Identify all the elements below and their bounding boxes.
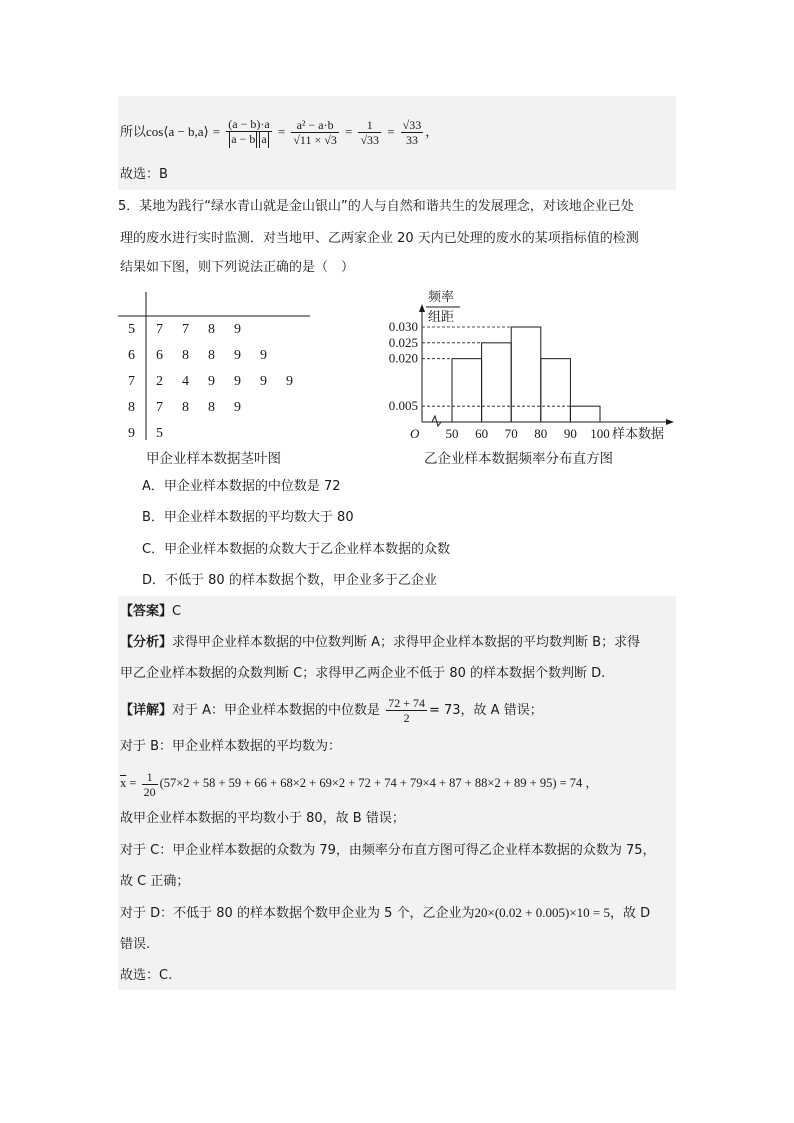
- frac3-num: 1: [358, 118, 381, 133]
- option-c: C．甲企业样本数据的众数大于乙企业样本数据的众数: [142, 542, 451, 557]
- x-axis-arrow-icon: [666, 419, 674, 425]
- xtick-100: 100: [590, 426, 610, 440]
- frac4-num: √33: [402, 118, 422, 132]
- eq-2: =: [277, 124, 286, 139]
- question-line-2: 理的废水进行实时监测．对当地甲、乙两家企业 20 天内已处理的废水的某项指标值的检测: [120, 231, 639, 246]
- angle-vec2: a: [197, 124, 204, 139]
- cos-prefix: 所以: [120, 125, 147, 140]
- detail-d-post: ，故 D: [609, 906, 651, 921]
- leaf-7-1: 4: [182, 374, 189, 389]
- leaf-7-2: 9: [208, 374, 215, 389]
- origin-label: O: [410, 426, 420, 440]
- leaf-9-0: 5: [156, 426, 163, 441]
- detail-d-expr: 20×(0.02 + 0.005)×10 = 5: [474, 905, 610, 920]
- frac-3: [358, 118, 381, 147]
- xtick-60: 60: [475, 426, 489, 440]
- leaf-7-4: 9: [260, 374, 267, 389]
- hist-bar-90-100: [570, 406, 600, 422]
- hist-bar-70-80: [511, 327, 541, 422]
- ytick-0.005: 0.005: [388, 398, 418, 414]
- cos-fn: cos: [146, 124, 164, 139]
- detail-a-line: [120, 694, 543, 728]
- detail-a-pre: 对于 A：甲企业样本数据的中位数是: [172, 703, 381, 718]
- stem-7: 7: [128, 374, 135, 389]
- detail-d-pre: 对于 D：不低于 80 的样本数据个数甲企业为 5 个，乙企业为: [120, 906, 475, 921]
- option-d: D．不低于 80 的样本数据个数，甲企业多于乙企业: [142, 573, 437, 588]
- analysis-line-1: [120, 634, 640, 652]
- histogram: [378, 288, 678, 440]
- option-b: B．甲企业样本数据的平均数大于 80: [142, 510, 354, 525]
- stem-6: 6: [128, 348, 135, 363]
- median-den: 2: [403, 711, 410, 725]
- leaf-5-2: 8: [208, 322, 215, 337]
- lhs-den-vec1: a − b: [231, 131, 256, 146]
- mean-den: 20: [143, 784, 156, 799]
- eq-1: =: [212, 124, 221, 139]
- frac-mid-den: √11 × √3: [293, 133, 337, 147]
- final-answer: 故选：C.: [120, 968, 173, 983]
- angle-vec1: a − b: [168, 124, 195, 139]
- detail-tag: 【详解】: [120, 703, 173, 718]
- mean-symbol: $\overline{x}$: [120, 776, 127, 790]
- end-comma: ，: [425, 125, 439, 140]
- axis-break-icon: [432, 416, 441, 426]
- frac3-den: √33: [360, 133, 380, 147]
- ytick-0.020: 0.020: [388, 350, 418, 366]
- detail-a-post: = 73，故 A 错误；: [428, 703, 543, 718]
- hist-bar-60-70: [482, 343, 512, 422]
- hist-yticks: [389, 319, 418, 413]
- detail-d-line-2: 错误.: [120, 937, 151, 952]
- detail-b-line-2: 故甲企业样本数据的平均数小于 80，故 B 错误；: [120, 811, 405, 826]
- histogram-caption: 乙企业样本数据频率分布直方图: [424, 451, 613, 467]
- analysis-tag: 【分析】: [120, 635, 173, 650]
- prev-answer: 故选：B: [120, 167, 168, 182]
- frac-lhs: [226, 117, 271, 148]
- detail-b-line-1: 对于 B：甲企业样本数据的平均数为：: [120, 739, 342, 754]
- leaf-6-1: 8: [182, 348, 189, 363]
- leaf-8-0: 7: [156, 400, 163, 415]
- cos-formula-line: [120, 110, 438, 154]
- frac-mid: [291, 118, 339, 147]
- xtick-50: 50: [445, 426, 459, 440]
- histogram-svg: [378, 288, 678, 440]
- xlabel: 样本数据: [612, 426, 665, 440]
- leaf-8-3: 9: [234, 400, 241, 415]
- stem-5: 5: [128, 322, 135, 337]
- stem-leaf-plot: [118, 292, 318, 442]
- xtick-80: 80: [534, 426, 548, 440]
- detail-d-line-1: [120, 904, 650, 923]
- frac4-den: 33: [405, 133, 418, 147]
- frac-mid-num: a² − a·b: [291, 118, 339, 133]
- stem-leaf-svg: [118, 292, 318, 442]
- xtick-70: 70: [504, 426, 518, 440]
- analysis-line-2: 甲乙企业样本数据的众数判断 C；求得甲乙两企业不低于 80 的样本数据个数判断 D.: [120, 666, 606, 681]
- answer-tag: 【答案】: [120, 604, 173, 619]
- ytick-0.025: 0.025: [388, 334, 418, 350]
- hist-xticks: [446, 426, 610, 440]
- ylabel-top: 频率: [428, 289, 455, 304]
- detail-c-line-2: 故 C 正确；: [120, 874, 190, 889]
- lhs-den-vec2: a: [261, 131, 267, 146]
- stem-9: 9: [128, 426, 135, 441]
- mean-frac: [142, 770, 158, 799]
- cos-angle: ⟨a − b,a⟩: [163, 124, 209, 139]
- leaf-5-0: 7: [156, 322, 163, 337]
- ylabel-bottom: 组距: [428, 309, 455, 324]
- hist-bars: [452, 327, 600, 422]
- mean-num: 1: [142, 770, 158, 785]
- eq-3: =: [344, 124, 353, 139]
- leaf-6-0: 6: [156, 348, 163, 363]
- median-num: 72 + 74: [388, 696, 425, 710]
- question-line-3: 结果如下图，则下列说法正确的是（ ）: [120, 260, 355, 275]
- leaf-6-3: 9: [234, 348, 241, 363]
- mean-formula-line: [120, 764, 598, 802]
- median-frac: [386, 696, 427, 725]
- frac-lhs-num: (a − b)·a: [228, 116, 270, 131]
- leaf-7-5: 9: [286, 374, 293, 389]
- leaf-6-4: 9: [260, 348, 267, 363]
- detail-c-line-1: 对于 C：甲企业样本数据的众数为 79，由频率分布直方图可得乙企业样本数据的众数为 75，: [120, 843, 656, 858]
- stem-leaf-caption: 甲企业样本数据茎叶图: [146, 451, 281, 467]
- question-line-1: 5．某地为践行“绿水青山就是金山银山”的人与自然和谐共生的发展理念，对该地企业已处: [118, 199, 634, 214]
- hist-guides: [422, 327, 570, 406]
- option-a: A．甲企业样本数据的中位数是 72: [142, 479, 341, 494]
- hist-bar-50-60: [452, 359, 482, 422]
- mean-eq: =: [129, 776, 137, 790]
- leaf-5-3: 9: [234, 322, 241, 337]
- mean-expr: (57×2 + 58 + 59 + 66 + 68×2 + 69×2 + 72 + 74 + 79×4 + 87 + 88×2 + 89 + 95) = 74 ，: [159, 776, 598, 790]
- ytick-0.030: 0.030: [388, 319, 418, 334]
- leaf-6-2: 8: [208, 348, 215, 363]
- leaf-7-3: 9: [234, 374, 241, 389]
- leaf-5-1: 7: [182, 322, 189, 337]
- eq-4: =: [387, 124, 395, 139]
- leaf-7-0: 2: [156, 374, 163, 389]
- answer-value: C: [172, 604, 182, 619]
- stem-8: 8: [128, 400, 135, 415]
- answer-line: [120, 603, 181, 621]
- frac-4: [401, 118, 424, 147]
- xtick-90: 90: [563, 426, 577, 440]
- leaf-8-2: 8: [208, 400, 215, 415]
- leaf-8-1: 8: [182, 400, 189, 415]
- stem-rows: [128, 322, 293, 441]
- frac-lhs-den: [226, 132, 271, 148]
- hist-bar-80-90: [541, 359, 571, 422]
- y-axis-arrow-icon: [419, 304, 425, 312]
- analysis-text-1: 求得甲企业样本数据的中位数判断 A；求得甲企业样本数据的平均数判断 B；求得: [172, 635, 641, 650]
- hist-ylabel: [426, 289, 460, 324]
